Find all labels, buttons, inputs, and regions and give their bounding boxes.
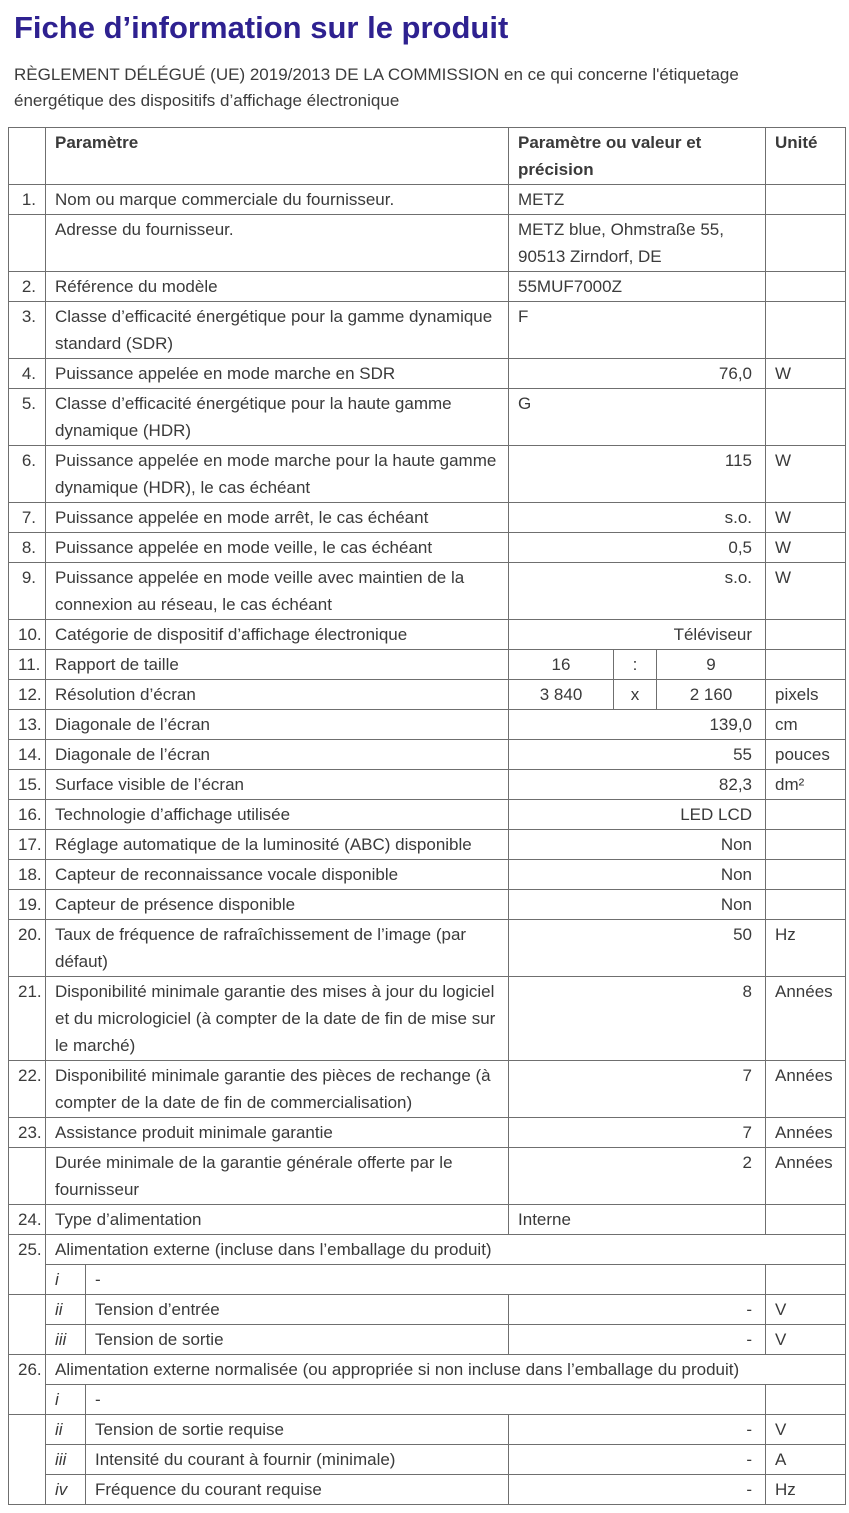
page-title: Fiche d’information sur le produit [14, 10, 509, 45]
table-row [9, 1148, 846, 1205]
value-cell: 55MUF7000Z [509, 272, 766, 302]
value-cell: 115 [509, 446, 766, 503]
unit-cell: Années [766, 1118, 846, 1148]
row-number: 5. [9, 389, 46, 446]
parameter-label: Catégorie de dispositif d’affichage électronique [46, 620, 509, 650]
value-cell: - [86, 1385, 766, 1415]
table-row [9, 302, 846, 359]
row-number: 24. [9, 1205, 46, 1235]
table-subrow [9, 1325, 846, 1355]
value-cell: Téléviseur [509, 620, 766, 650]
value-cell: - [509, 1325, 766, 1355]
parameter-label: Diagonale de l’écran [46, 740, 509, 770]
parameter-label: Tension de sortie requise [86, 1415, 509, 1445]
parameter-label: Classe d’efficacité énergétique pour la gamme dynamique standard (SDR) [46, 302, 509, 359]
parameter-label: Disponibilité minimale garantie des mises à jour du logiciel et du micrologiciel (à compter de la date de fin de mise sur le marché) [46, 977, 509, 1061]
header-value: Paramètre ou valeur et précision [509, 128, 766, 185]
row-number: 26. [9, 1355, 46, 1415]
unit-cell [766, 860, 846, 890]
table-row [9, 740, 846, 770]
parameter-label: Durée minimale de la garantie générale offerte par le fournisseur [46, 1148, 509, 1205]
parameter-label: Taux de fréquence de rafraîchissement de l’image (par défaut) [46, 920, 509, 977]
roman-index: iv [46, 1475, 86, 1505]
unit-cell: W [766, 563, 846, 620]
resolution-separator-cell: x [614, 680, 657, 710]
table-row [9, 830, 846, 860]
table-row [9, 1061, 846, 1118]
table-row [9, 359, 846, 389]
table-row [9, 710, 846, 740]
ratio-separator-cell: : [614, 650, 657, 680]
row-number: 18. [9, 860, 46, 890]
value-cell: - [86, 1265, 766, 1295]
section-label: Alimentation externe normalisée (ou appropriée si non incluse dans l’emballage du produit) [46, 1355, 846, 1385]
table-row [9, 890, 846, 920]
unit-cell: pouces [766, 740, 846, 770]
value-cell: 50 [509, 920, 766, 977]
row-number: 9. [9, 563, 46, 620]
unit-cell [766, 302, 846, 359]
row-number: 6. [9, 446, 46, 503]
value-cell: 139,0 [509, 710, 766, 740]
table-row [9, 1205, 846, 1235]
unit-cell: Hz [766, 1475, 846, 1505]
roman-index: i [46, 1265, 86, 1295]
row-number [9, 1295, 46, 1355]
table-row-section [9, 1235, 846, 1265]
roman-index: ii [46, 1295, 86, 1325]
unit-cell [766, 650, 846, 680]
unit-cell: Années [766, 977, 846, 1061]
table-row [9, 1118, 846, 1148]
unit-cell [766, 1385, 846, 1415]
header-number-cell [9, 128, 46, 185]
table-row [9, 860, 846, 890]
table-row [9, 770, 846, 800]
parameter-label: Réglage automatique de la luminosité (ABC) disponible [46, 830, 509, 860]
unit-cell [766, 620, 846, 650]
table-row [9, 800, 846, 830]
table-row [9, 272, 846, 302]
row-number: 15. [9, 770, 46, 800]
value-cell: - [509, 1415, 766, 1445]
resolution-width-cell: 3 840 [509, 680, 614, 710]
parameter-label: Puissance appelée en mode marche en SDR [46, 359, 509, 389]
unit-cell: W [766, 446, 846, 503]
row-number: 12. [9, 680, 46, 710]
row-number [9, 1415, 46, 1505]
row-number [9, 1148, 46, 1205]
unit-cell [766, 1265, 846, 1295]
table-row-section [9, 1355, 846, 1385]
value-cell: Non [509, 860, 766, 890]
parameter-label: Capteur de reconnaissance vocale disponible [46, 860, 509, 890]
row-number: 19. [9, 890, 46, 920]
table-subrow [9, 1445, 846, 1475]
row-number: 14. [9, 740, 46, 770]
header-unit: Unité [766, 128, 846, 185]
value-cell: METZ blue, Ohmstraße 55, 90513 Zirndorf, DE [509, 215, 766, 272]
value-cell: Non [509, 890, 766, 920]
parameter-label: Puissance appelée en mode marche pour la haute gamme dynamique (HDR), le cas échéant [46, 446, 509, 503]
table-row [9, 680, 846, 710]
header-parameter: Paramètre [46, 128, 509, 185]
value-cell: 8 [509, 977, 766, 1061]
unit-cell [766, 830, 846, 860]
parameter-label: Capteur de présence disponible [46, 890, 509, 920]
roman-index: iii [46, 1445, 86, 1475]
parameter-label: Technologie d’affichage utilisée [46, 800, 509, 830]
row-number: 2. [9, 272, 46, 302]
parameter-label: Type d’alimentation [46, 1205, 509, 1235]
parameter-label: Résolution d’écran [46, 680, 509, 710]
unit-cell: Années [766, 1148, 846, 1205]
roman-index: iii [46, 1325, 86, 1355]
row-number: 21. [9, 977, 46, 1061]
value-cell: 76,0 [509, 359, 766, 389]
value-cell: METZ [509, 185, 766, 215]
row-number: 16. [9, 800, 46, 830]
table-row [9, 563, 846, 620]
ratio-width-cell: 16 [509, 650, 614, 680]
table-row [9, 620, 846, 650]
value-cell: F [509, 302, 766, 359]
parameter-label: Puissance appelée en mode veille avec maintien de la connexion au réseau, le cas échéant [46, 563, 509, 620]
parameter-label: Surface visible de l’écran [46, 770, 509, 800]
parameter-label: Tension d’entrée [86, 1295, 509, 1325]
unit-cell: dm² [766, 770, 846, 800]
row-number: 11. [9, 650, 46, 680]
unit-cell [766, 272, 846, 302]
value-cell: LED LCD [509, 800, 766, 830]
regulation-subtitle: RÈGLEMENT DÉLÉGUÉ (UE) 2019/2013 DE LA COMMISSION en ce qui concerne l'étiquetage énergétique des dispositifs d’affichage électronique [14, 65, 739, 110]
unit-cell: W [766, 533, 846, 563]
table-row [9, 650, 846, 680]
parameter-label: Rapport de taille [46, 650, 509, 680]
parameter-label: Assistance produit minimale garantie [46, 1118, 509, 1148]
row-number: 8. [9, 533, 46, 563]
section-label: Alimentation externe (incluse dans l’emballage du produit) [46, 1235, 846, 1265]
table-row [9, 503, 846, 533]
unit-cell: A [766, 1445, 846, 1475]
parameter-label: Nom ou marque commerciale du fournisseur. [46, 185, 509, 215]
row-number: 13. [9, 710, 46, 740]
value-cell: - [509, 1295, 766, 1325]
unit-cell: W [766, 503, 846, 533]
value-cell: 82,3 [509, 770, 766, 800]
table-row [9, 389, 846, 446]
unit-cell [766, 389, 846, 446]
unit-cell: Années [766, 1061, 846, 1118]
table-subrow [9, 1295, 846, 1325]
parameter-label: Diagonale de l’écran [46, 710, 509, 740]
value-cell: - [509, 1475, 766, 1505]
value-cell: 0,5 [509, 533, 766, 563]
unit-cell [766, 1205, 846, 1235]
value-cell: Interne [509, 1205, 766, 1235]
roman-index: ii [46, 1415, 86, 1445]
row-number: 17. [9, 830, 46, 860]
parameter-label: Puissance appelée en mode arrêt, le cas échéant [46, 503, 509, 533]
ratio-height-cell: 9 [657, 650, 766, 680]
unit-cell: pixels [766, 680, 846, 710]
value-cell: 7 [509, 1118, 766, 1148]
parameter-label: Tension de sortie [86, 1325, 509, 1355]
table-header-row [9, 128, 846, 185]
parameter-label: Puissance appelée en mode veille, le cas échéant [46, 533, 509, 563]
row-number: 3. [9, 302, 46, 359]
table-subrow [9, 1385, 846, 1415]
table-subrow [9, 1265, 846, 1295]
unit-cell: V [766, 1325, 846, 1355]
parameter-label: Adresse du fournisseur. [46, 215, 509, 272]
unit-cell: W [766, 359, 846, 389]
value-cell: 55 [509, 740, 766, 770]
parameter-label: Disponibilité minimale garantie des pièces de rechange (à compter de la date de fin de commercialisation) [46, 1061, 509, 1118]
row-number: 4. [9, 359, 46, 389]
row-number: 22. [9, 1061, 46, 1118]
unit-cell [766, 800, 846, 830]
value-cell: G [509, 389, 766, 446]
row-number: 20. [9, 920, 46, 977]
unit-cell [766, 890, 846, 920]
unit-cell: V [766, 1295, 846, 1325]
value-cell: 7 [509, 1061, 766, 1118]
product-information-table [8, 127, 846, 1505]
resolution-height-cell: 2 160 [657, 680, 766, 710]
value-cell: 2 [509, 1148, 766, 1205]
unit-cell: Hz [766, 920, 846, 977]
row-number: 25. [9, 1235, 46, 1295]
row-number: 10. [9, 620, 46, 650]
value-cell: Non [509, 830, 766, 860]
row-number: 7. [9, 503, 46, 533]
value-cell: - [509, 1445, 766, 1475]
row-number [9, 215, 46, 272]
table-row [9, 446, 846, 503]
parameter-label: Intensité du courant à fournir (minimale) [86, 1445, 509, 1475]
table-subrow [9, 1415, 846, 1445]
value-cell: s.o. [509, 563, 766, 620]
table-row [9, 185, 846, 215]
value-cell: s.o. [509, 503, 766, 533]
table-row [9, 215, 846, 272]
parameter-label: Classe d’efficacité énergétique pour la haute gamme dynamique (HDR) [46, 389, 509, 446]
table-row [9, 920, 846, 977]
table-row [9, 533, 846, 563]
parameter-label: Référence du modèle [46, 272, 509, 302]
row-number: 1. [9, 185, 46, 215]
parameter-label: Fréquence du courant requise [86, 1475, 509, 1505]
unit-cell: V [766, 1415, 846, 1445]
row-number: 23. [9, 1118, 46, 1148]
table-subrow [9, 1475, 846, 1505]
roman-index: i [46, 1385, 86, 1415]
unit-cell [766, 185, 846, 215]
unit-cell: cm [766, 710, 846, 740]
table-row [9, 977, 846, 1061]
unit-cell [766, 215, 846, 272]
